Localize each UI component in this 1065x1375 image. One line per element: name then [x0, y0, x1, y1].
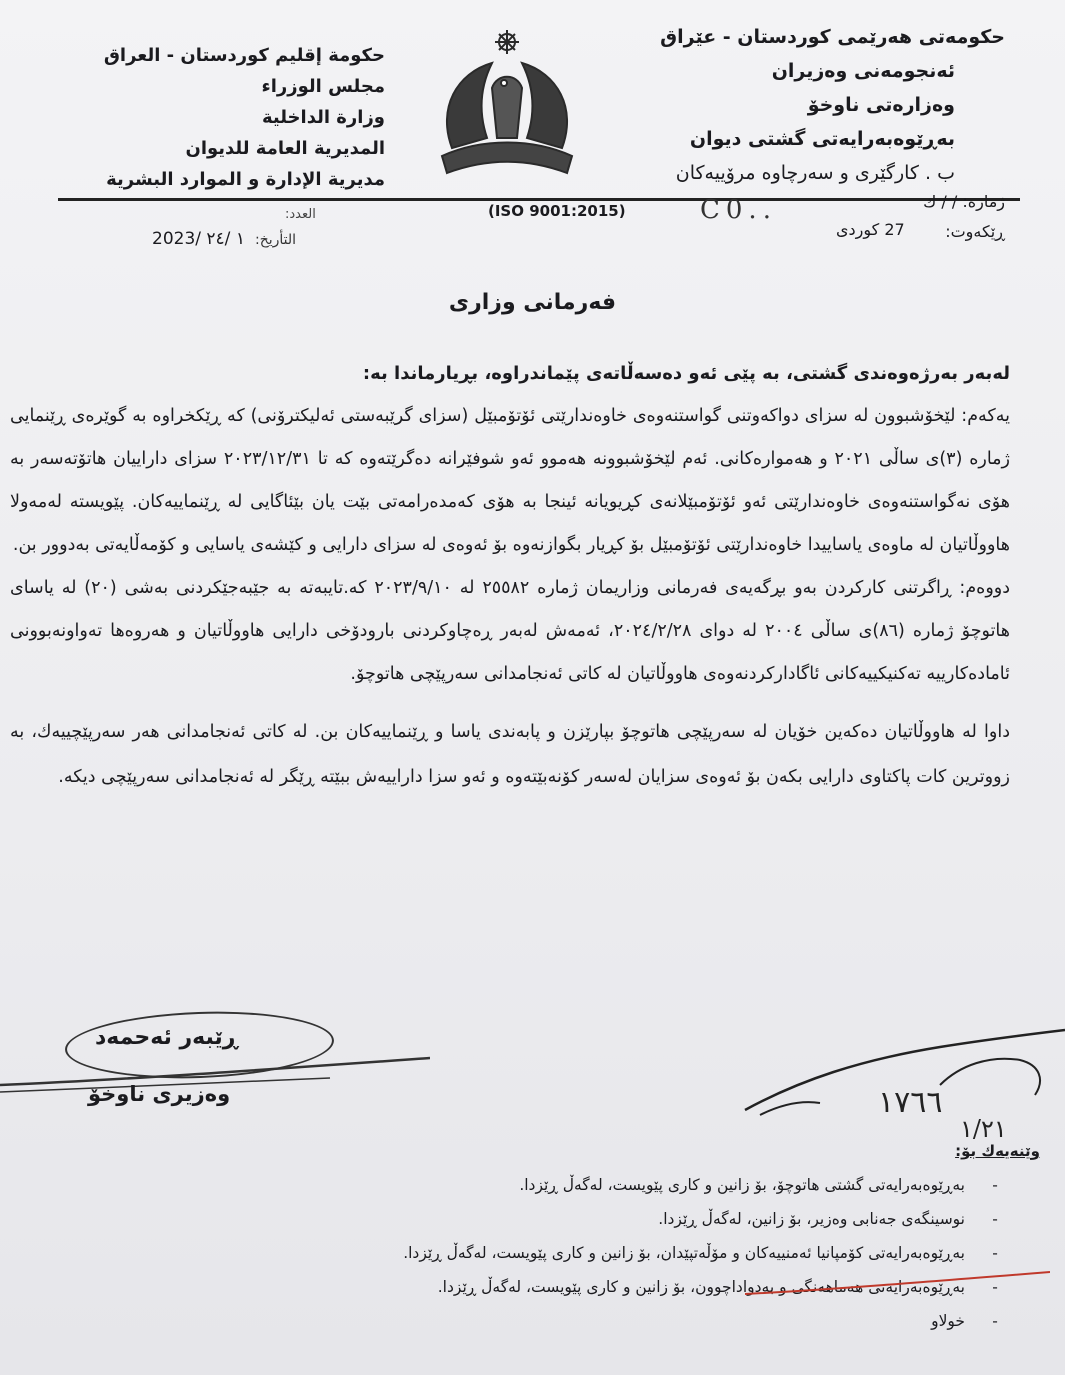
- iso-certification: (ISO 9001:2015): [488, 202, 626, 220]
- arabic-council-name: مجلس الوزراء: [261, 76, 385, 97]
- reference-date-label: ڕێكەوت:: [945, 222, 1005, 241]
- kurdish-department-name: ب . كارگێری و سەرچاوە مرۆییەكان: [675, 162, 955, 184]
- kurdish-letterhead: [615, 20, 1005, 190]
- arabic-directorate-name: المديرية العامة للديوان: [185, 138, 385, 159]
- paragraph-second: دووەم: ڕاگرتنی كاركردن بەو بڕگەیەی فەرمانی وزاریمان ژمارە ٢٥٥٨٢ لە ٢٠٢٣/٩/١٠ كە.تایبەتە بە جێبەجێكردنی بەشی (٢٠) لە یاسای هاتوچۆ ژمارە (٨٦)ی ساڵی ٢٠٠٤ لە دوای ٢٠٢٤/٢/٢٨، ئەمەش لەبەر ڕەچاوكردنی بارودۆخی دارایی هاووڵاتیان و هەروەها تەواونەبوونی ئامادەكارییە تەكنیكییەكانی ئاگاداركردنەوەی هاووڵاتیان لە كاتی ئەنجامدانی سەرپێچی هاتوچۆ.: [10, 578, 1011, 684]
- kurdistan-emblem-icon: [432, 28, 582, 188]
- copy-item: -بەڕێوەبەرایەتی كۆمپانیا ئەمنییەكان و مۆڵەتپێدان، بۆ زانین و كاری پێویست، لەگەڵ ڕێزدا.: [403, 1244, 998, 1262]
- handwritten-reference-number: C0..: [700, 195, 777, 225]
- document-title: فەرمانی وزاری: [448, 290, 617, 315]
- intro-paragraph: لەبەر بەرژەوەندی گشتی، بە پێی ئەو دەسەڵاتەی پێماندراوە، بڕیارماندا بە:: [362, 363, 1010, 384]
- red-strike-mark-icon: [745, 1268, 1050, 1298]
- paragraph-third: داوا لە هاووڵاتیان دەكەین خۆیان لە سەرپێچی هاتوچۆ بپارێزن و پابەندی یاسا و ڕێنماییەكان بن. لە كاتی ئەنجامدانی هەر سەرپێچییەك، بە زووترین كات پاكتاوی دارایی بكەن بۆ ئەوەی سزایان لەسەر كۆنەبێتەوە و ئەو سزا داراییەش ببێتە ڕێگر لە ئەنجامدانی سەرپێچی دیكە.: [10, 722, 1010, 787]
- copy-item: -خولاو: [931, 1312, 998, 1330]
- kurdish-council-name: ئەنجومەنی وەزیران: [771, 60, 955, 82]
- handwritten-code-date: ١/٢١: [960, 1115, 1007, 1143]
- signatory-title: وەزیری ناوخۆ: [88, 1082, 231, 1106]
- arabic-gov-name: حكومة إقليم كوردستان - العراق: [103, 45, 385, 66]
- arabic-letterhead: [95, 40, 385, 195]
- reference-number-label: ژمارە: / / ك: [923, 192, 1005, 211]
- kurdish-directorate-name: بەڕێوەبەرایەتی گشتی دیوان: [689, 128, 955, 150]
- paragraph-first: یەكەم: لێخۆشبوون لە سزای دواكەوتنی گواستنەوەی خاوەندارێتی ئۆتۆمبێل (سزای گرێبەستی ئەلیكترۆنی) كە ڕێكخراوە بە گوێرەی ڕێنمایی ژمارە (٣)ی ساڵی ٢٠٢١ و هەموارەكانی. ئەم لێخۆشبوونە هەموو ئەو شوفێرانە دەگرێتەوە كە تا ٢٠٢٣/١٢/٣١ سزای داراییان هاتۆتەسەر بە هۆی نەگواستنەوەی خاوەندارێتی ئەو ئۆتۆمبێلانەی كڕیویانە ئینجا بە هۆی كەمدەرامەتی بێت یان بێئاگایی لە ڕێنماییەكان. پێویستە لەمەولا هاووڵاتیان لە ماوەی یاساییدا خاوەندارێتی ئۆتۆمبێل بۆ كڕیار بگوازنەوە بۆ ئەوەی لە سزای دارایی و كێشەی یاسایی و كۆمەڵایەتی بەدوور بن.: [10, 406, 1010, 555]
- copy-item: -بەڕێوەبەرایەتی هەماهەنگی و بەدواداچوون، بۆ زانین و كاری پێویست، لەگەڵ ڕێزدا.: [437, 1278, 998, 1296]
- copies-to-label: وێنەیەك بۆ:: [955, 1142, 1040, 1160]
- kurdish-gov-name: حكومەتی هەرێمی كوردستان - عێراق: [660, 26, 1005, 48]
- header-divider: [58, 198, 1020, 201]
- signatory-name: ڕێبەر ئەحمەد: [95, 1025, 238, 1050]
- arabic-date-label: التأريخ:: [255, 232, 297, 248]
- arabic-ministry-name: وزارة الداخلية: [261, 107, 385, 128]
- handwritten-code: ١٧٦٦: [878, 1085, 943, 1120]
- copies-list: [403, 1168, 1025, 1338]
- kurdish-calendar-date: 27 كوردی: [836, 220, 905, 239]
- arabic-department-name: مديرية الإدارة و الموارد البشرية: [106, 169, 385, 190]
- copy-item: -نوسینگەی جەنابی وەزیر، بۆ زانین، لەگەڵ ڕێزدا.: [658, 1210, 998, 1228]
- handwritten-date: 2023/ ١ /٢٤: [152, 229, 245, 249]
- arabic-number-label: العدد:: [285, 207, 316, 222]
- kurdish-ministry-name: وەزارەتی ناوخۆ: [807, 94, 955, 116]
- copy-item: -بەڕێوەبەرایەتی گشتی هاتوچۆ، بۆ زانین و كاری پێویست، لەگەڵ ڕێزدا.: [519, 1176, 998, 1194]
- document-body: [10, 352, 1010, 800]
